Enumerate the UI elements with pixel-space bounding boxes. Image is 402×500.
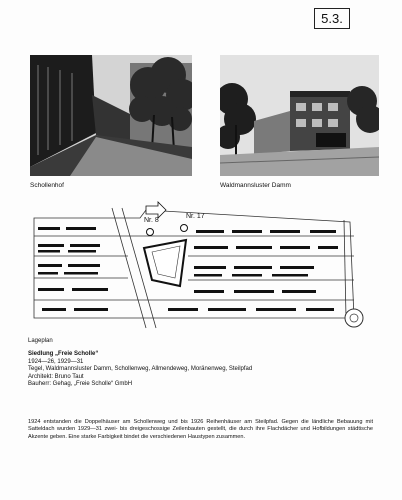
- project-title: Siedlung „Freie Scholle“: [28, 351, 99, 357]
- marker-label-nr17: Nr. 17: [186, 213, 205, 220]
- photo-caption-waldmannsluster-damm: Waldmannsluster Damm: [220, 182, 291, 189]
- page-number: 5.3.: [314, 8, 350, 29]
- marker-nr8: [147, 229, 154, 236]
- project-client: Bauherr: Gehag, „Freie Scholle“ GmbH: [28, 381, 133, 387]
- site-plan: [28, 200, 378, 336]
- photo-caption-schollenhof: Schollenhof: [30, 182, 64, 189]
- marker-label-nr8: Nr. 8: [144, 217, 159, 224]
- project-years: 1924—26, 1929—31: [28, 358, 84, 365]
- project-architect: Architekt: Bruno Taut: [28, 373, 84, 380]
- photo-schollenhof: [30, 55, 192, 176]
- photo-waldmannsluster-damm: [220, 55, 379, 176]
- project-streets: Tegel, Waldmannsluster Damm, Schollenweg, Allmendeweg, Moränenweg, Steilpfad: [28, 366, 253, 372]
- project-info: [28, 351, 358, 389]
- plan-caption: Lageplan: [28, 338, 53, 344]
- project-description: 1924 entstanden die Doppelhäuser am Schollenweg und bis 1926 Reihenhäuser am Steilpfad. Gegen die ländliche Bebauung mit Satteldach wurden 1929—31 zwei- bis dreigeschossige Zeilenbauten gestellt, die durch ihre Flachdächer und Hofbildungen städtische Akzente geben. Eine starke Farbigkeit bindet die verschiedenen Haustypen zusammen.: [28, 419, 373, 440]
- marker-nr17: [181, 225, 188, 232]
- north-arrow-icon: [146, 202, 166, 218]
